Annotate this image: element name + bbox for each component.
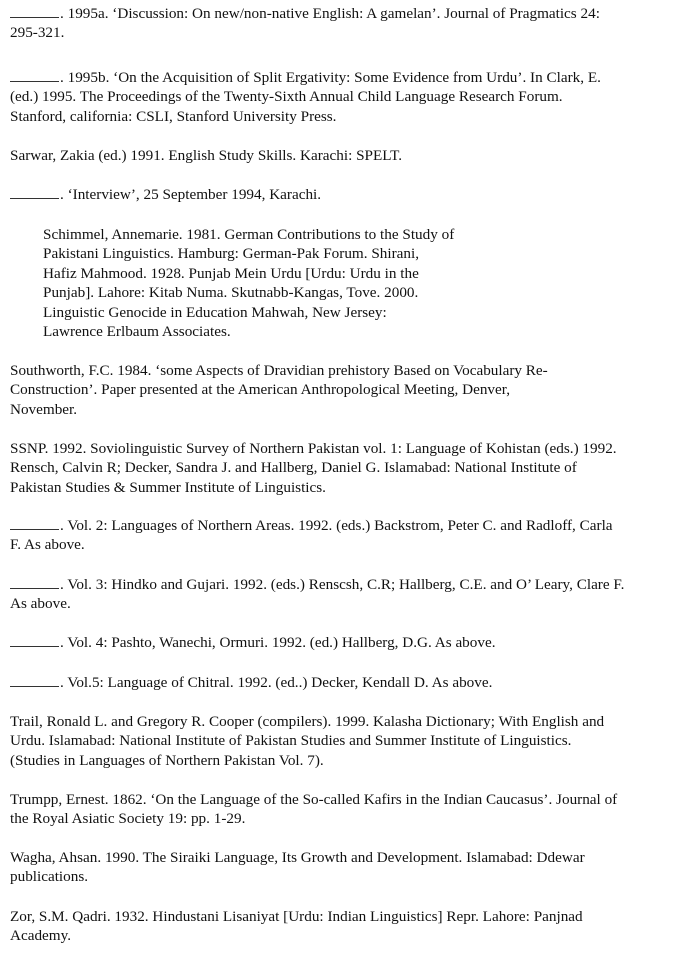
bibliography-entry: Trumpp, Ernest. 1862. ‘On the Language of the So-called Kafirs in the Indian Caucasus’. Journal of the Royal Asiatic Society 19: pp. 1-29. xyxy=(10,791,618,828)
bibliography-entry: Southworth, F.C. 1984. ‘some Aspects of Dravidian prehistory Based on Vocabulary Re- Construction’. Paper presented at the American Anthropological Meeting, Denver, November. xyxy=(10,362,548,418)
bibliography-entry: . 1995a. ‘Discussion: On new/non-native English: A gamelan’. Journal of Pragmatics 24: 295-321. xyxy=(10,5,600,42)
repeated-author-blank xyxy=(10,685,59,687)
bibliography-entry: . Vol. 4: Pashto, Wanechi, Ormuri. 1992. (ed.) Hallberg, D.G. As above. xyxy=(10,633,694,652)
bibliography-entry: Schimmel, Annemarie. 1981. German Contributions to the Study of Pakistani Linguistics. Hamburg: German-Pak Forum. Shirani, Hafiz Mahmood. 1928. Punjab Mein Urdu [Urdu: Urdu in the Punjab]. Lahore: Kitab Numa. Skutnabb-Kangas, Tove. 2000. Linguistic Genocide in Education Mahwah, New Jersey: Lawrence Erlbaum Associates. xyxy=(43,226,455,341)
repeated-author-blank xyxy=(10,80,59,82)
bibliography-entry: . Vol. 2: Languages of Northern Areas. 1992. (eds.) Backstrom, Peter C. and Radloff, Carla F. As above. xyxy=(10,517,613,554)
bibliography-entry: Trail, Ronald L. and Gregory R. Cooper (compilers). 1999. Kalasha Dictionary; With English and Urdu. Islamabad: National Institute of Pakistan Studies and Summer Institute of Linguistics. (Studies in Languages of Northern Pakistan Vol. 7). xyxy=(10,713,605,769)
bibliography-entry: . Vol.5: Language of Chitral. 1992. (ed..) Decker, Kendall D. As above. xyxy=(10,673,694,692)
repeated-author-blank xyxy=(10,528,59,530)
bibliography-entry: SSNP. 1992. Soviolinguistic Survey of Northern Pakistan vol. 1: Language of Kohistan (eds.) 1992. Rensch, Calvin R; Decker, Sandra J. and Hallberg, Daniel G. Islamabad: National Institute of Pakistan Studies & Summer Institute of Linguistics. xyxy=(10,440,617,496)
repeated-author-blank xyxy=(10,645,59,647)
bibliography-entry: Zor, S.M. Qadri. 1932. Hindustani Lisaniyat [Urdu: Indian Linguistics] Repr. Lahore: Panjnad Academy. xyxy=(10,908,583,945)
bibliography-entry: . Vol. 3: Hindko and Gujari. 1992. (eds.) Renscsh, C.R; Hallberg, C.E. and O’ Leary, Clare F. As above. xyxy=(10,576,625,613)
bibliography-entry: . 1995b. ‘On the Acquisition of Split Ergativity: Some Evidence from Urdu’. In Clark, E. (ed.) 1995. The Proceedings of the Twenty-Sixth Annual Child Language Research Forum. Stanford, california: CSLI, Stanford University Press. xyxy=(10,69,601,125)
bibliography-entry: . ‘Interview’, 25 September 1994, Karachi. xyxy=(10,185,694,204)
bibliography-entry: Sarwar, Zakia (ed.) 1991. English Study Skills. Karachi: SPELT. xyxy=(10,147,403,164)
bibliography-entry: Wagha, Ahsan. 1990. The Siraiki Language, Its Growth and Development. Islamabad: Ddewar publications. xyxy=(10,849,585,886)
repeated-author-blank xyxy=(10,16,59,18)
repeated-author-blank xyxy=(10,587,59,589)
repeated-author-blank xyxy=(10,197,59,199)
